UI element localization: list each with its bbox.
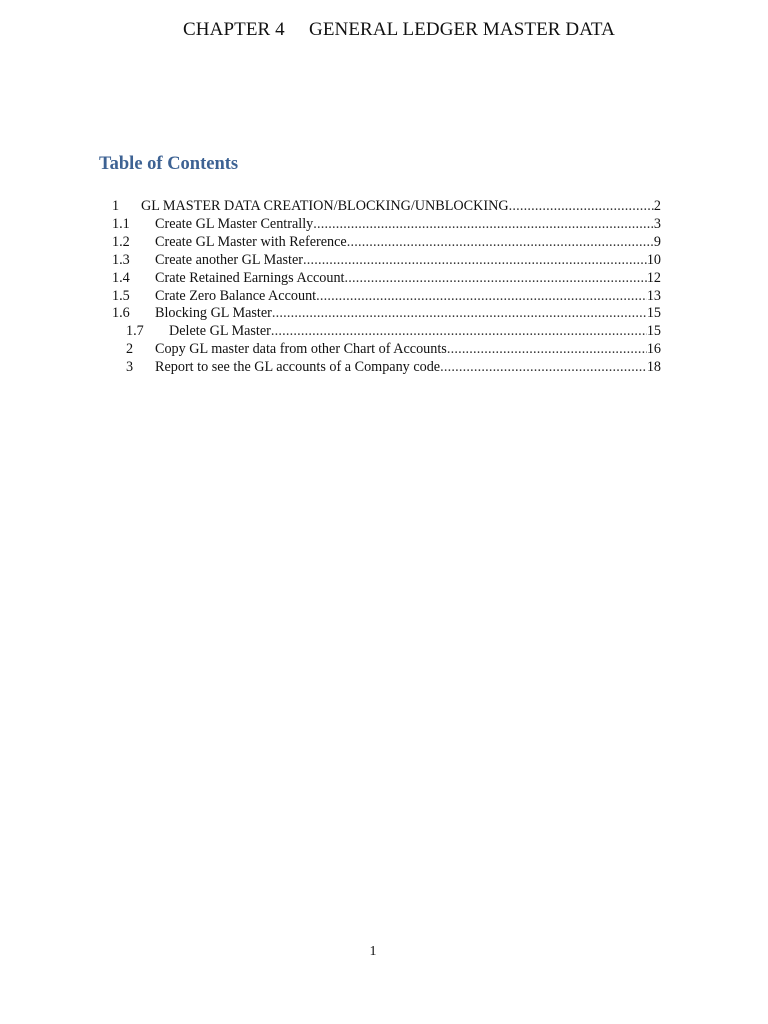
toc-entry-text: Report to see the GL accounts of a Company code — [155, 359, 441, 375]
toc-entry-leader — [272, 304, 647, 322]
toc-entry-text: Create another GL Master — [155, 252, 303, 268]
toc-entry-text: Create GL Master with Reference — [155, 234, 347, 250]
chapter-title — [0, 19, 768, 41]
toc-entry-leader — [440, 358, 647, 376]
toc-entry-page: 15 — [646, 323, 661, 339]
toc-entry-page: 2 — [653, 198, 661, 214]
chapter-name: GENERAL LEDGER MASTER DATA — [309, 19, 615, 40]
toc-entry-number: 1.7 — [126, 323, 144, 339]
toc-entry-number: 1 — [112, 198, 120, 214]
toc-entry-text: Delete GL Master — [169, 323, 271, 339]
toc-entry-3[interactable] — [126, 358, 661, 376]
toc-entry-1-5[interactable] — [112, 287, 661, 305]
toc-entry-leader — [316, 287, 647, 305]
toc-entry-page: 9 — [653, 234, 661, 250]
toc-entry-text: Crate Retained Earnings Account — [155, 270, 345, 286]
toc-entry-page: 15 — [646, 305, 661, 321]
toc-entry-page: 3 — [653, 216, 661, 232]
toc-entry-leader — [447, 340, 647, 358]
toc-entry-1-2[interactable] — [112, 233, 661, 251]
toc-entry-page: 10 — [646, 252, 661, 268]
toc-entry-text: GL MASTER DATA CREATION/BLOCKING/UNBLOCKING — [141, 198, 509, 214]
toc-entry-1-3[interactable] — [112, 251, 661, 269]
toc-entry-number: 1.1 — [112, 216, 130, 232]
toc-entry-number: 3 — [126, 359, 134, 375]
toc-entry-leader — [509, 197, 654, 215]
toc-entry-number: 1.3 — [112, 252, 130, 268]
toc-entry-number: 1.4 — [112, 270, 130, 286]
toc-entry-1[interactable] — [112, 197, 661, 215]
toc-entry-text: Blocking GL Master — [155, 305, 272, 321]
toc-entry-leader — [347, 233, 654, 251]
toc-entry-page: 13 — [646, 288, 661, 304]
toc-entry-number: 1.2 — [112, 234, 130, 250]
toc-entry-1-7[interactable] — [126, 322, 661, 340]
page-number: 1 — [369, 944, 377, 959]
toc-entry-leader — [303, 251, 647, 269]
toc-entry-number: 1.6 — [112, 305, 130, 321]
toc-entry-leader — [345, 269, 647, 287]
toc-entry-2[interactable] — [126, 340, 661, 358]
toc-heading: Table of Contents — [99, 154, 239, 174]
toc-entry-page: 18 — [646, 359, 661, 375]
toc-entry-text: Crate Zero Balance Account — [155, 288, 317, 304]
toc-entry-1-4[interactable] — [112, 269, 661, 287]
toc-entry-1-1[interactable] — [112, 215, 661, 233]
toc-entry-number: 1.5 — [112, 288, 130, 304]
toc-entry-page: 16 — [646, 341, 661, 357]
toc-entry-leader — [313, 215, 654, 233]
toc-entry-leader — [271, 322, 647, 340]
chapter-label: CHAPTER 4 — [183, 19, 285, 40]
toc-entry-number: 2 — [126, 341, 134, 357]
toc-entry-text: Create GL Master Centrally — [155, 216, 314, 232]
toc-entry-1-6[interactable] — [112, 304, 661, 322]
toc-entry-page: 12 — [646, 270, 661, 286]
toc-entry-text: Copy GL master data from other Chart of Accounts — [155, 341, 447, 357]
